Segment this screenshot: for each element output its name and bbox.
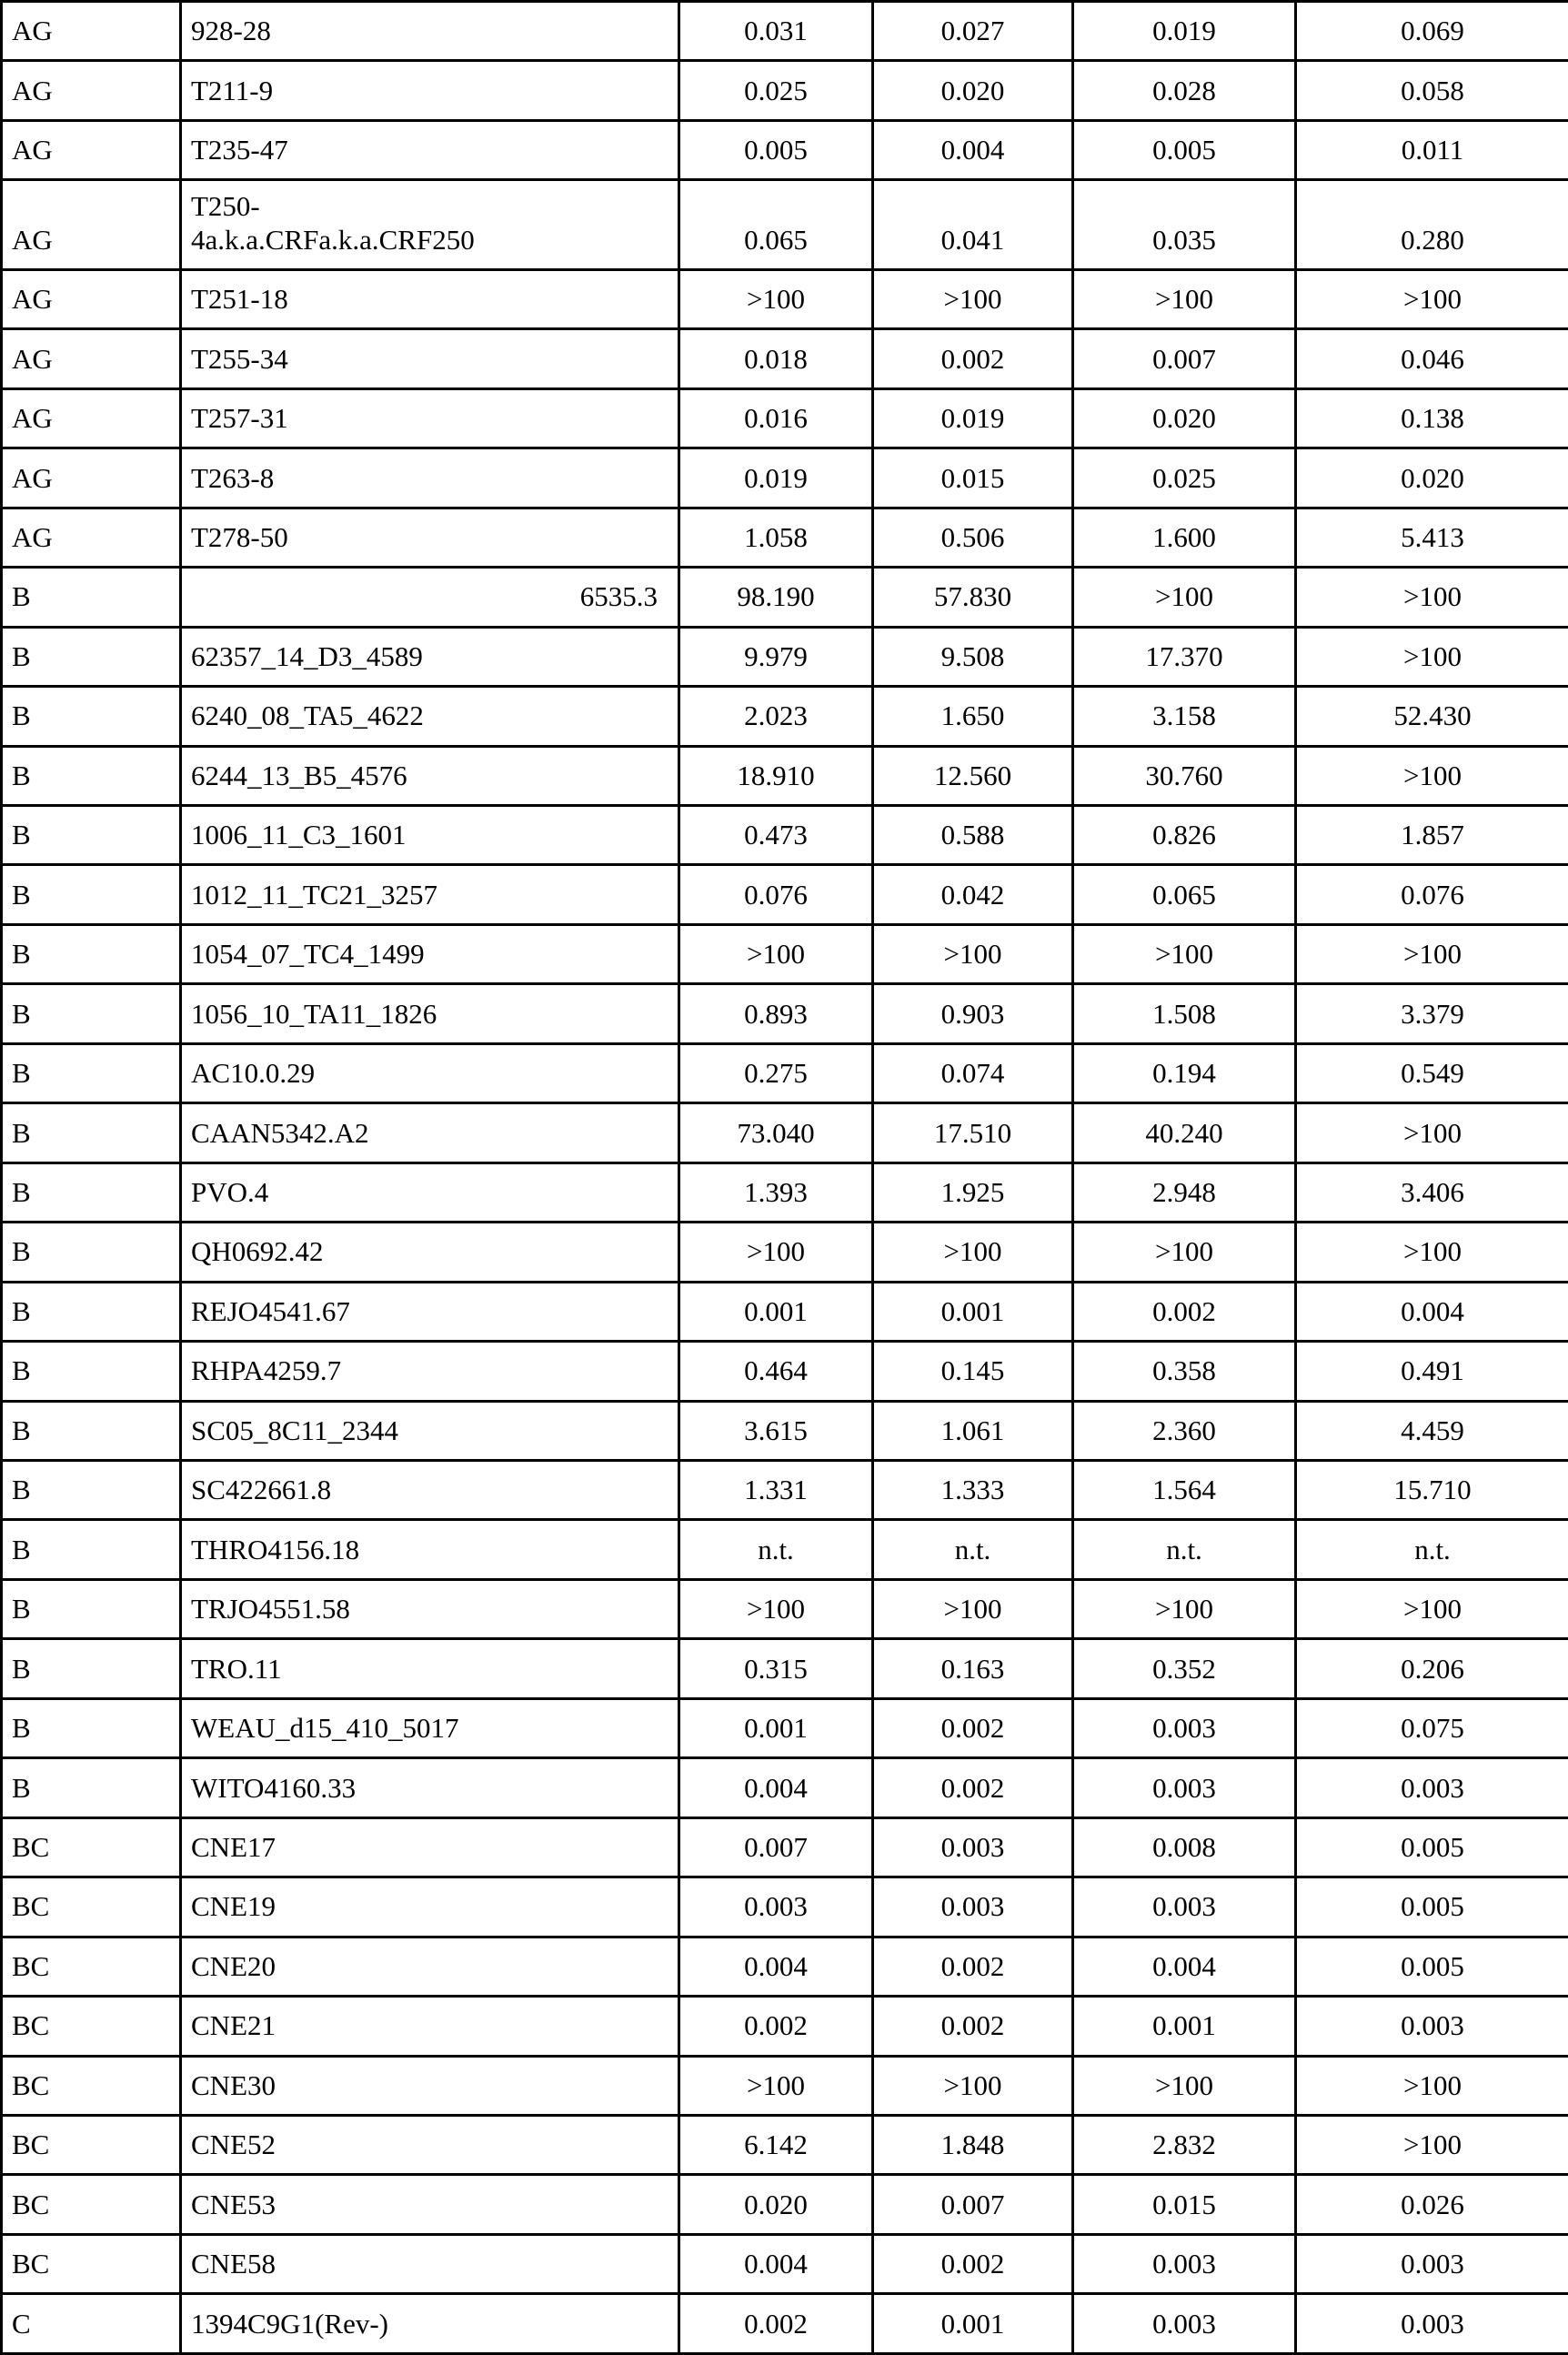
clade-cell: B bbox=[2, 746, 181, 805]
table-row bbox=[2, 1698, 1568, 1757]
value-cell: 0.893 bbox=[679, 984, 873, 1043]
clade-cell: B bbox=[2, 1758, 181, 1817]
virus-name-cell: CNE52 bbox=[181, 2115, 679, 2174]
table-row bbox=[2, 1579, 1568, 1638]
value-cell: 3.615 bbox=[679, 1401, 873, 1460]
value-cell: 0.358 bbox=[1073, 1342, 1296, 1401]
table-row bbox=[2, 924, 1568, 983]
value-cell: >100 bbox=[1296, 1103, 1568, 1162]
virus-name-cell: AC10.0.29 bbox=[181, 1043, 679, 1102]
value-cell: >100 bbox=[1296, 924, 1568, 983]
virus-name-cell: WEAU_d15_410_5017 bbox=[181, 1698, 679, 1757]
value-cell: 0.275 bbox=[679, 1043, 873, 1102]
value-cell: 0.003 bbox=[873, 1817, 1073, 1877]
value-cell: 40.240 bbox=[1073, 1103, 1296, 1162]
table-row bbox=[2, 1162, 1568, 1222]
value-cell: 0.506 bbox=[873, 508, 1073, 567]
value-cell: >100 bbox=[1073, 924, 1296, 983]
value-cell: 0.206 bbox=[1296, 1639, 1568, 1698]
value-cell: >100 bbox=[1296, 2056, 1568, 2115]
clade-cell: B bbox=[2, 924, 181, 983]
virus-name-cell: T255-34 bbox=[181, 329, 679, 388]
value-cell: 17.370 bbox=[1073, 627, 1296, 686]
value-cell: 0.075 bbox=[1296, 1698, 1568, 1757]
virus-name-cell: T250- 4a.k.a.CRFa.k.a.CRF250 bbox=[181, 180, 679, 270]
table-row bbox=[2, 687, 1568, 746]
value-cell: 0.065 bbox=[679, 180, 873, 270]
value-cell: 1.564 bbox=[1073, 1460, 1296, 1519]
value-cell: >100 bbox=[1296, 627, 1568, 686]
virus-name-cell: PVO.4 bbox=[181, 1162, 679, 1222]
value-cell: 0.001 bbox=[679, 1698, 873, 1757]
virus-name-cell: CAAN5342.A2 bbox=[181, 1103, 679, 1162]
table-row bbox=[2, 1758, 1568, 1817]
value-cell: n.t. bbox=[1296, 1520, 1568, 1579]
value-cell: 0.004 bbox=[679, 2234, 873, 2293]
value-cell: >100 bbox=[873, 1223, 1073, 1282]
table-row bbox=[2, 1342, 1568, 1401]
table-row bbox=[2, 1401, 1568, 1460]
value-cell: 0.003 bbox=[1296, 1758, 1568, 1817]
virus-name-cell: 6535.3 bbox=[181, 568, 679, 627]
clade-cell: B bbox=[2, 1460, 181, 1519]
value-cell: 1.925 bbox=[873, 1162, 1073, 1222]
value-cell: 0.464 bbox=[679, 1342, 873, 1401]
table-row bbox=[2, 2056, 1568, 2115]
virus-name-cell: T263-8 bbox=[181, 448, 679, 508]
table-row bbox=[2, 1937, 1568, 1996]
table-row bbox=[2, 2234, 1568, 2293]
value-cell: 18.910 bbox=[679, 746, 873, 805]
value-cell: 0.826 bbox=[1073, 806, 1296, 865]
table-row bbox=[2, 2, 1568, 61]
value-cell: 0.025 bbox=[679, 61, 873, 120]
value-cell: 0.046 bbox=[1296, 329, 1568, 388]
value-cell: 0.020 bbox=[873, 61, 1073, 120]
table-row bbox=[2, 1877, 1568, 1937]
value-cell: 1.393 bbox=[679, 1162, 873, 1222]
value-cell: 1.650 bbox=[873, 687, 1073, 746]
value-cell: 0.015 bbox=[873, 448, 1073, 508]
clade-cell: AG bbox=[2, 2, 181, 61]
value-cell: 52.430 bbox=[1296, 687, 1568, 746]
value-cell: 0.003 bbox=[1073, 1698, 1296, 1757]
value-cell: 0.004 bbox=[1296, 1282, 1568, 1341]
clade-cell: AG bbox=[2, 120, 181, 179]
clade-cell: B bbox=[2, 1223, 181, 1282]
value-cell: 1.508 bbox=[1073, 984, 1296, 1043]
value-cell: 5.413 bbox=[1296, 508, 1568, 567]
table-row bbox=[2, 1817, 1568, 1877]
value-cell: >100 bbox=[1296, 1223, 1568, 1282]
clade-cell: AG bbox=[2, 329, 181, 388]
value-cell: 1.333 bbox=[873, 1460, 1073, 1519]
value-cell: n.t. bbox=[679, 1520, 873, 1579]
value-cell: 0.002 bbox=[873, 1997, 1073, 2056]
value-cell: 0.028 bbox=[1073, 61, 1296, 120]
value-cell: 0.019 bbox=[873, 388, 1073, 448]
value-cell: 57.830 bbox=[873, 568, 1073, 627]
value-cell: 0.003 bbox=[1073, 1877, 1296, 1937]
table-row bbox=[2, 388, 1568, 448]
value-cell: 2.023 bbox=[679, 687, 873, 746]
virus-name-cell: T251-18 bbox=[181, 269, 679, 328]
value-cell: 0.076 bbox=[1296, 865, 1568, 924]
value-cell: 2.948 bbox=[1073, 1162, 1296, 1222]
value-cell: 0.058 bbox=[1296, 61, 1568, 120]
table-row bbox=[2, 269, 1568, 328]
table-row bbox=[2, 1520, 1568, 1579]
value-cell: 0.020 bbox=[679, 2175, 873, 2234]
value-cell: 0.003 bbox=[1073, 2234, 1296, 2293]
value-cell: 0.031 bbox=[679, 2, 873, 61]
virus-name-cell: T235-47 bbox=[181, 120, 679, 179]
value-cell: 9.508 bbox=[873, 627, 1073, 686]
clade-cell: B bbox=[2, 806, 181, 865]
value-cell: 0.076 bbox=[679, 865, 873, 924]
value-cell: 0.074 bbox=[873, 1043, 1073, 1102]
value-cell: >100 bbox=[1073, 269, 1296, 328]
value-cell: 1.600 bbox=[1073, 508, 1296, 567]
value-cell: 0.027 bbox=[873, 2, 1073, 61]
value-cell: 0.002 bbox=[679, 2294, 873, 2354]
virus-name-cell: CNE53 bbox=[181, 2175, 679, 2234]
value-cell: 98.190 bbox=[679, 568, 873, 627]
value-cell: 0.008 bbox=[1073, 1817, 1296, 1877]
virus-name-cell: 928-28 bbox=[181, 2, 679, 61]
table-row bbox=[2, 2294, 1568, 2354]
value-cell: 17.510 bbox=[873, 1103, 1073, 1162]
value-cell: 0.002 bbox=[1073, 1282, 1296, 1341]
value-cell: 0.011 bbox=[1296, 120, 1568, 179]
clade-cell: B bbox=[2, 1162, 181, 1222]
virus-name-cell: SC422661.8 bbox=[181, 1460, 679, 1519]
value-cell: 0.315 bbox=[679, 1639, 873, 1698]
clade-cell: B bbox=[2, 1342, 181, 1401]
value-cell: 0.018 bbox=[679, 329, 873, 388]
value-cell: >100 bbox=[873, 2056, 1073, 2115]
value-cell: 0.004 bbox=[679, 1758, 873, 1817]
clade-cell: AG bbox=[2, 180, 181, 270]
table-row bbox=[2, 329, 1568, 388]
virus-name-cell: WITO4160.33 bbox=[181, 1758, 679, 1817]
value-cell: 3.379 bbox=[1296, 984, 1568, 1043]
value-cell: >100 bbox=[1073, 1579, 1296, 1638]
table-row bbox=[2, 1639, 1568, 1698]
table-row bbox=[2, 568, 1568, 627]
clade-cell: BC bbox=[2, 2056, 181, 2115]
value-cell: >100 bbox=[1073, 568, 1296, 627]
value-cell: 0.005 bbox=[1296, 1937, 1568, 1996]
value-cell: 0.015 bbox=[1073, 2175, 1296, 2234]
clade-cell: BC bbox=[2, 1877, 181, 1937]
value-cell: 1.857 bbox=[1296, 806, 1568, 865]
value-cell: >100 bbox=[873, 269, 1073, 328]
value-cell: 0.007 bbox=[679, 1817, 873, 1877]
clade-cell: BC bbox=[2, 2234, 181, 2293]
table-row bbox=[2, 806, 1568, 865]
clade-cell: BC bbox=[2, 2175, 181, 2234]
value-cell: 0.002 bbox=[873, 1758, 1073, 1817]
table-row bbox=[2, 984, 1568, 1043]
virus-name-cell: 62357_14_D3_4589 bbox=[181, 627, 679, 686]
value-cell: >100 bbox=[679, 1223, 873, 1282]
value-cell: 0.003 bbox=[873, 1877, 1073, 1937]
virus-name-cell: T278-50 bbox=[181, 508, 679, 567]
value-cell: 0.004 bbox=[1073, 1937, 1296, 1996]
value-cell: n.t. bbox=[1073, 1520, 1296, 1579]
clade-cell: B bbox=[2, 1579, 181, 1638]
value-cell: 0.026 bbox=[1296, 2175, 1568, 2234]
value-cell: 0.003 bbox=[1073, 1758, 1296, 1817]
table-body bbox=[2, 2, 1568, 2354]
value-cell: >100 bbox=[1296, 269, 1568, 328]
virus-name-cell: QH0692.42 bbox=[181, 1223, 679, 1282]
virus-name-cell: CNE19 bbox=[181, 1877, 679, 1937]
value-cell: >100 bbox=[1296, 1579, 1568, 1638]
table-row bbox=[2, 1282, 1568, 1341]
value-cell: 0.005 bbox=[1296, 1817, 1568, 1877]
clade-cell: B bbox=[2, 984, 181, 1043]
clade-cell: B bbox=[2, 1043, 181, 1102]
virus-name-cell: THRO4156.18 bbox=[181, 1520, 679, 1579]
table-row bbox=[2, 1223, 1568, 1282]
clade-cell: B bbox=[2, 1103, 181, 1162]
clade-cell: C bbox=[2, 2294, 181, 2354]
value-cell: 0.003 bbox=[679, 1877, 873, 1937]
table-row bbox=[2, 627, 1568, 686]
value-cell: 0.194 bbox=[1073, 1043, 1296, 1102]
value-cell: 0.280 bbox=[1296, 180, 1568, 270]
virus-name-cell: RHPA4259.7 bbox=[181, 1342, 679, 1401]
value-cell: 0.001 bbox=[873, 1282, 1073, 1341]
value-cell: 4.459 bbox=[1296, 1401, 1568, 1460]
value-cell: 1.058 bbox=[679, 508, 873, 567]
table-row bbox=[2, 1460, 1568, 1519]
value-cell: >100 bbox=[1073, 1223, 1296, 1282]
value-cell: 0.004 bbox=[679, 1937, 873, 1996]
value-cell: 15.710 bbox=[1296, 1460, 1568, 1519]
value-cell: 1.331 bbox=[679, 1460, 873, 1519]
value-cell: >100 bbox=[1296, 568, 1568, 627]
value-cell: 0.035 bbox=[1073, 180, 1296, 270]
value-cell: 0.007 bbox=[1073, 329, 1296, 388]
virus-name-cell: SC05_8C11_2344 bbox=[181, 1401, 679, 1460]
value-cell: 0.065 bbox=[1073, 865, 1296, 924]
value-cell: 0.003 bbox=[1296, 2234, 1568, 2293]
value-cell: 0.020 bbox=[1296, 448, 1568, 508]
value-cell: 0.002 bbox=[873, 2234, 1073, 2293]
value-cell: 0.016 bbox=[679, 388, 873, 448]
table-row bbox=[2, 120, 1568, 179]
virus-name-cell: 6244_13_B5_4576 bbox=[181, 746, 679, 805]
table-row bbox=[2, 2115, 1568, 2174]
clade-cell: B bbox=[2, 687, 181, 746]
value-cell: 9.979 bbox=[679, 627, 873, 686]
table-row bbox=[2, 2175, 1568, 2234]
table-row bbox=[2, 865, 1568, 924]
table-row bbox=[2, 508, 1568, 567]
virus-name-cell: TRJO4551.58 bbox=[181, 1579, 679, 1638]
value-cell: 0.069 bbox=[1296, 2, 1568, 61]
value-cell: >100 bbox=[1296, 746, 1568, 805]
table-row bbox=[2, 1043, 1568, 1102]
clade-cell: B bbox=[2, 568, 181, 627]
value-cell: 0.003 bbox=[1073, 2294, 1296, 2354]
table-row bbox=[2, 61, 1568, 120]
value-cell: 0.005 bbox=[1073, 120, 1296, 179]
value-cell: >100 bbox=[1073, 2056, 1296, 2115]
value-cell: 0.473 bbox=[679, 806, 873, 865]
clade-cell: AG bbox=[2, 61, 181, 120]
value-cell: 0.041 bbox=[873, 180, 1073, 270]
value-cell: 0.001 bbox=[873, 2294, 1073, 2354]
value-cell: >100 bbox=[873, 924, 1073, 983]
value-cell: 0.002 bbox=[679, 1997, 873, 2056]
value-cell: 1.061 bbox=[873, 1401, 1073, 1460]
value-cell: 0.002 bbox=[873, 1698, 1073, 1757]
virus-name-cell: REJO4541.67 bbox=[181, 1282, 679, 1341]
value-cell: 0.004 bbox=[873, 120, 1073, 179]
clade-cell: BC bbox=[2, 1997, 181, 2056]
value-cell: 0.163 bbox=[873, 1639, 1073, 1698]
clade-cell: B bbox=[2, 1520, 181, 1579]
value-cell: 0.002 bbox=[873, 1937, 1073, 1996]
virus-name-cell: CNE58 bbox=[181, 2234, 679, 2293]
value-cell: 0.903 bbox=[873, 984, 1073, 1043]
value-cell: >100 bbox=[679, 2056, 873, 2115]
value-cell: 0.001 bbox=[679, 1282, 873, 1341]
virus-name-cell: 1006_11_C3_1601 bbox=[181, 806, 679, 865]
virus-name-cell: TRO.11 bbox=[181, 1639, 679, 1698]
value-cell: 3.406 bbox=[1296, 1162, 1568, 1222]
value-cell: 2.832 bbox=[1073, 2115, 1296, 2174]
value-cell: 12.560 bbox=[873, 746, 1073, 805]
value-cell: >100 bbox=[679, 924, 873, 983]
value-cell: 1.848 bbox=[873, 2115, 1073, 2174]
value-cell: 0.025 bbox=[1073, 448, 1296, 508]
table-row bbox=[2, 746, 1568, 805]
value-cell: >100 bbox=[679, 269, 873, 328]
value-cell: 6.142 bbox=[679, 2115, 873, 2174]
clade-cell: B bbox=[2, 1639, 181, 1698]
virus-name-cell: CNE21 bbox=[181, 1997, 679, 2056]
clade-cell: AG bbox=[2, 388, 181, 448]
virus-name-cell: CNE30 bbox=[181, 2056, 679, 2115]
value-cell: 0.145 bbox=[873, 1342, 1073, 1401]
value-cell: 0.003 bbox=[1296, 1997, 1568, 2056]
clade-cell: BC bbox=[2, 1937, 181, 1996]
virus-name-cell: 1054_07_TC4_1499 bbox=[181, 924, 679, 983]
virus-name-cell: 1012_11_TC21_3257 bbox=[181, 865, 679, 924]
clade-cell: BC bbox=[2, 2115, 181, 2174]
value-cell: 0.491 bbox=[1296, 1342, 1568, 1401]
value-cell: >100 bbox=[1296, 2115, 1568, 2174]
clade-cell: B bbox=[2, 627, 181, 686]
table-row bbox=[2, 448, 1568, 508]
value-cell: 0.352 bbox=[1073, 1639, 1296, 1698]
value-cell: 0.588 bbox=[873, 806, 1073, 865]
clade-cell: B bbox=[2, 1282, 181, 1341]
value-cell: 0.138 bbox=[1296, 388, 1568, 448]
clade-cell: B bbox=[2, 1698, 181, 1757]
virus-name-cell: 6240_08_TA5_4622 bbox=[181, 687, 679, 746]
value-cell: 0.005 bbox=[1296, 1877, 1568, 1937]
value-cell: 0.007 bbox=[873, 2175, 1073, 2234]
value-cell: 0.001 bbox=[1073, 1997, 1296, 2056]
clade-cell: B bbox=[2, 1401, 181, 1460]
value-cell: >100 bbox=[679, 1579, 873, 1638]
value-cell: 0.003 bbox=[1296, 2294, 1568, 2354]
value-cell: 30.760 bbox=[1073, 746, 1296, 805]
value-cell: n.t. bbox=[873, 1520, 1073, 1579]
clade-cell: AG bbox=[2, 448, 181, 508]
value-cell: 0.019 bbox=[679, 448, 873, 508]
table-row bbox=[2, 1997, 1568, 2056]
value-cell: 2.360 bbox=[1073, 1401, 1296, 1460]
virus-name-cell: T257-31 bbox=[181, 388, 679, 448]
clade-cell: B bbox=[2, 865, 181, 924]
value-cell: 0.042 bbox=[873, 865, 1073, 924]
clade-cell: AG bbox=[2, 508, 181, 567]
virus-name-cell: CNE17 bbox=[181, 1817, 679, 1877]
clade-cell: BC bbox=[2, 1817, 181, 1877]
virus-name-cell: T211-9 bbox=[181, 61, 679, 120]
value-cell: 0.549 bbox=[1296, 1043, 1568, 1102]
value-cell: 3.158 bbox=[1073, 687, 1296, 746]
value-cell: >100 bbox=[873, 1579, 1073, 1638]
clade-cell: AG bbox=[2, 269, 181, 328]
value-cell: 0.020 bbox=[1073, 388, 1296, 448]
table-row bbox=[2, 1103, 1568, 1162]
value-cell: 0.005 bbox=[679, 120, 873, 179]
value-cell: 73.040 bbox=[679, 1103, 873, 1162]
virus-name-cell: CNE20 bbox=[181, 1937, 679, 1996]
table-row bbox=[2, 180, 1568, 270]
virus-name-cell: 1394C9G1(Rev-) bbox=[181, 2294, 679, 2354]
virus-name-cell: 1056_10_TA11_1826 bbox=[181, 984, 679, 1043]
value-cell: 0.002 bbox=[873, 329, 1073, 388]
value-cell: 0.019 bbox=[1073, 2, 1296, 61]
